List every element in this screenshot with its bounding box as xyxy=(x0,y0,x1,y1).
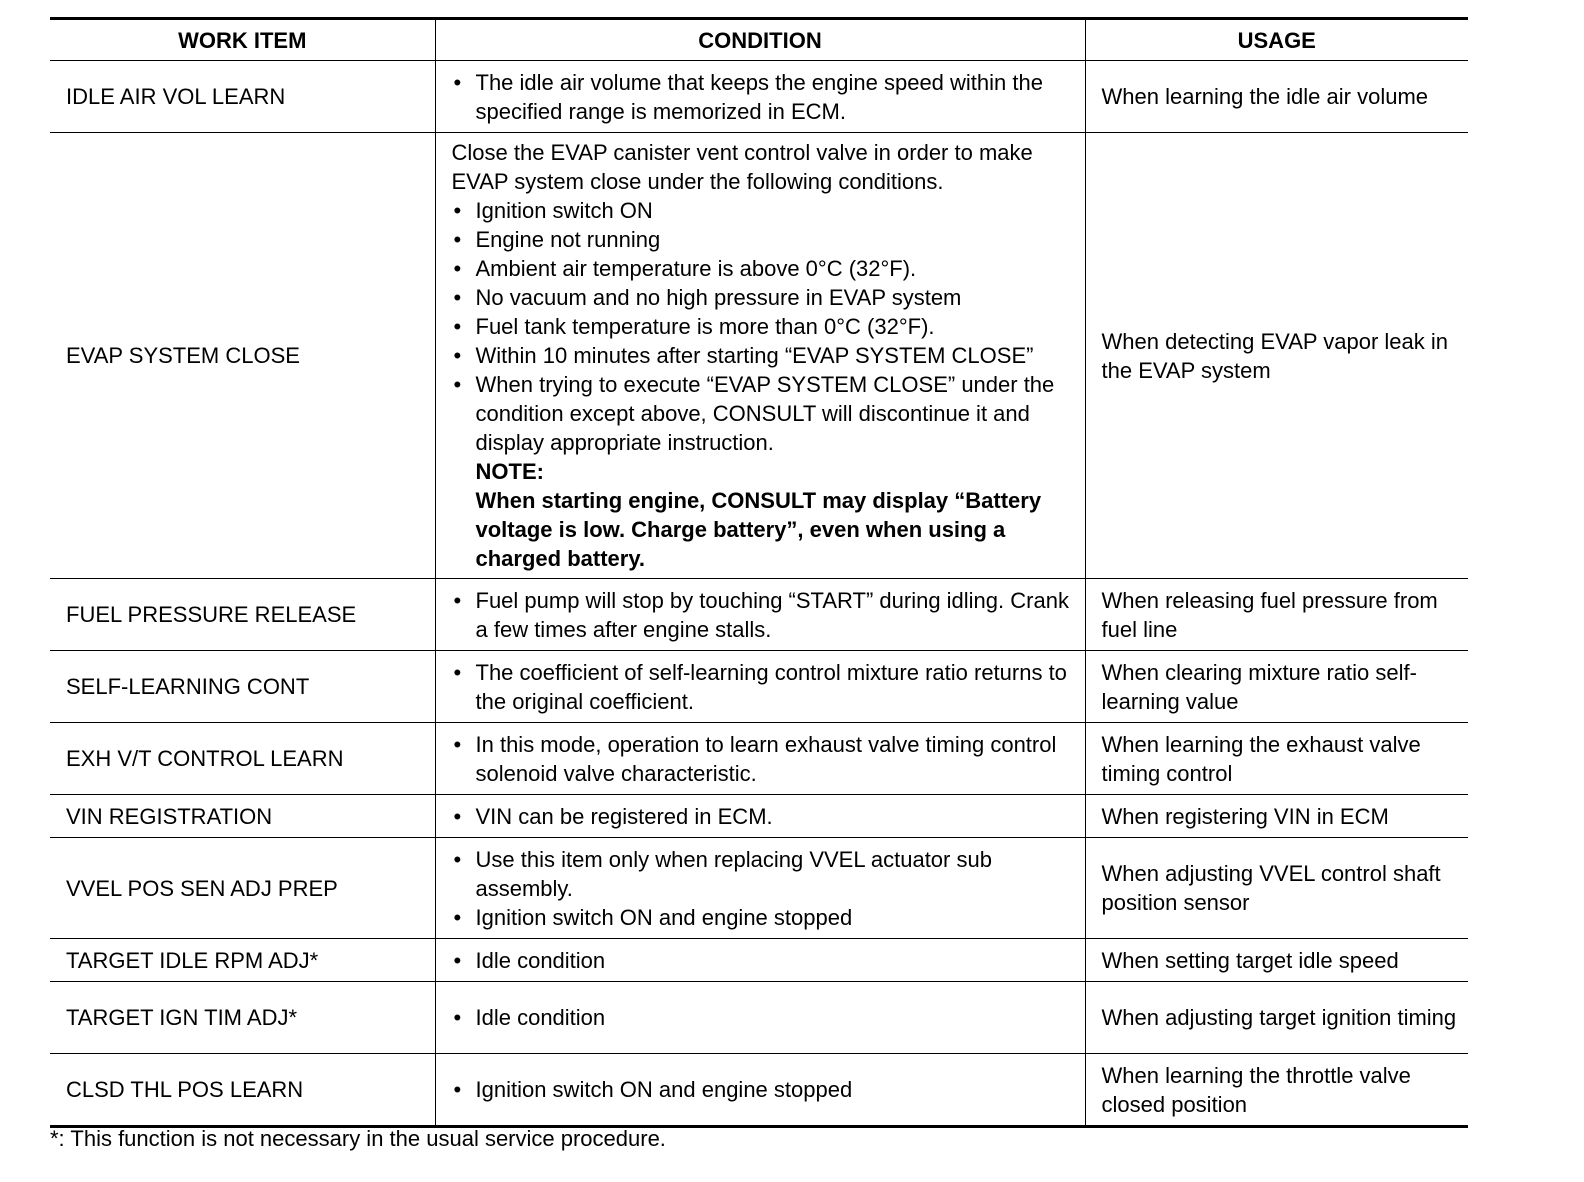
usage-cell: When detecting EVAP vapor leak in the EVAP system xyxy=(1085,133,1468,579)
condition-bullet: • Use this item only when replacing VVEL actuator sub assembly. xyxy=(452,845,1073,903)
condition-bullet: • In this mode, operation to learn exhaust valve timing control solenoid valve characteristic. xyxy=(452,730,1073,788)
usage-cell: When learning the exhaust valve timing control xyxy=(1085,723,1468,795)
table-row xyxy=(50,795,1468,838)
work-item-cell: FUEL PRESSURE RELEASE xyxy=(50,579,435,651)
condition-bullet: • Engine not running xyxy=(452,225,1073,254)
note-text: When starting engine, CONSULT may display “Battery voltage is low. Charge battery”, even when using a charged battery. xyxy=(475,488,1042,571)
condition-bullet: • The coefficient of self-learning control mixture ratio returns to the original coefficient. xyxy=(452,658,1073,716)
work-item-cell: IDLE AIR VOL LEARN xyxy=(50,61,435,133)
table-row xyxy=(50,838,1468,939)
condition-bullet: • Idle condition xyxy=(452,946,1073,975)
condition-list xyxy=(452,196,1073,457)
condition-cell xyxy=(435,651,1085,723)
condition-list xyxy=(452,946,1073,975)
table-row xyxy=(50,939,1468,982)
condition-bullet: • Fuel pump will stop by touching “START” during idling. Crank a few times after engine stalls. xyxy=(452,586,1073,644)
table-row xyxy=(50,982,1468,1054)
condition-list xyxy=(452,1003,1073,1032)
work-item-cell: TARGET IDLE RPM ADJ* xyxy=(50,939,435,982)
footnote: *: This function is not necessary in the usual service procedure. xyxy=(50,1126,666,1151)
table-header-row xyxy=(50,19,1468,61)
usage-cell: When learning the throttle valve closed position xyxy=(1085,1054,1468,1127)
condition-list xyxy=(452,586,1073,644)
condition-list xyxy=(452,658,1073,716)
work-support-table xyxy=(50,17,1468,1128)
condition-cell xyxy=(435,939,1085,982)
condition-bullet: • Ignition switch ON xyxy=(452,196,1073,225)
work-item-cell: VIN REGISTRATION xyxy=(50,795,435,838)
condition-bullet: • Ignition switch ON and engine stopped xyxy=(452,903,1073,932)
condition-cell xyxy=(435,133,1085,579)
condition-bullet: • Idle condition xyxy=(452,1003,1073,1032)
condition-list xyxy=(452,730,1073,788)
header-condition: CONDITION xyxy=(435,19,1085,61)
condition-cell xyxy=(435,795,1085,838)
work-item-cell: VVEL POS SEN ADJ PREP xyxy=(50,838,435,939)
usage-cell: When setting target idle speed xyxy=(1085,939,1468,982)
usage-cell: When registering VIN in ECM xyxy=(1085,795,1468,838)
condition-cell xyxy=(435,838,1085,939)
condition-list xyxy=(452,845,1073,932)
condition-bullet: • VIN can be registered in ECM. xyxy=(452,802,1073,831)
table-row xyxy=(50,651,1468,723)
condition-cell xyxy=(435,579,1085,651)
condition-bullet: • Fuel tank temperature is more than 0°C (32°F). xyxy=(452,312,1073,341)
table-row xyxy=(50,61,1468,133)
condition-bullet: • Ignition switch ON and engine stopped xyxy=(452,1075,1073,1104)
work-item-cell: TARGET IGN TIM ADJ* xyxy=(50,982,435,1054)
condition-bullet: • Within 10 minutes after starting “EVAP SYSTEM CLOSE” xyxy=(452,341,1073,370)
table-row xyxy=(50,723,1468,795)
usage-cell: When clearing mixture ratio self-learning value xyxy=(1085,651,1468,723)
usage-cell: When adjusting VVEL control shaft position sensor xyxy=(1085,838,1468,939)
table-row xyxy=(50,579,1468,651)
header-usage: USAGE xyxy=(1085,19,1468,61)
condition-cell xyxy=(435,1054,1085,1127)
work-item-cell: EVAP SYSTEM CLOSE xyxy=(50,133,435,579)
condition-list xyxy=(452,802,1073,831)
usage-cell: When adjusting target ignition timing xyxy=(1085,982,1468,1054)
condition-intro: Close the EVAP canister vent control valve in order to make EVAP system close under the following conditions. xyxy=(451,140,1033,194)
condition-list xyxy=(452,68,1073,126)
usage-cell: When releasing fuel pressure from fuel line xyxy=(1085,579,1468,651)
condition-bullet: • Ambient air temperature is above 0°C (32°F). xyxy=(452,254,1073,283)
work-item-cell: SELF-LEARNING CONT xyxy=(50,651,435,723)
condition-cell xyxy=(435,723,1085,795)
condition-bullet: • The idle air volume that keeps the engine speed within the specified range is memorized in ECM. xyxy=(452,68,1073,126)
note-label: NOTE: xyxy=(475,459,544,484)
header-work-item: WORK ITEM xyxy=(50,19,435,61)
condition-bullet: • When trying to execute “EVAP SYSTEM CLOSE” under the condition except above, CONSULT will discontinue it and display appropriate instruction. xyxy=(452,370,1073,457)
table-row xyxy=(50,133,1468,579)
usage-cell: When learning the idle air volume xyxy=(1085,61,1468,133)
condition-list xyxy=(452,1075,1073,1104)
work-item-cell: EXH V/T CONTROL LEARN xyxy=(50,723,435,795)
condition-cell xyxy=(435,61,1085,133)
work-item-cell: CLSD THL POS LEARN xyxy=(50,1054,435,1127)
condition-bullet: • No vacuum and no high pressure in EVAP system xyxy=(452,283,1073,312)
table-row xyxy=(50,1054,1468,1127)
condition-cell xyxy=(435,982,1085,1054)
